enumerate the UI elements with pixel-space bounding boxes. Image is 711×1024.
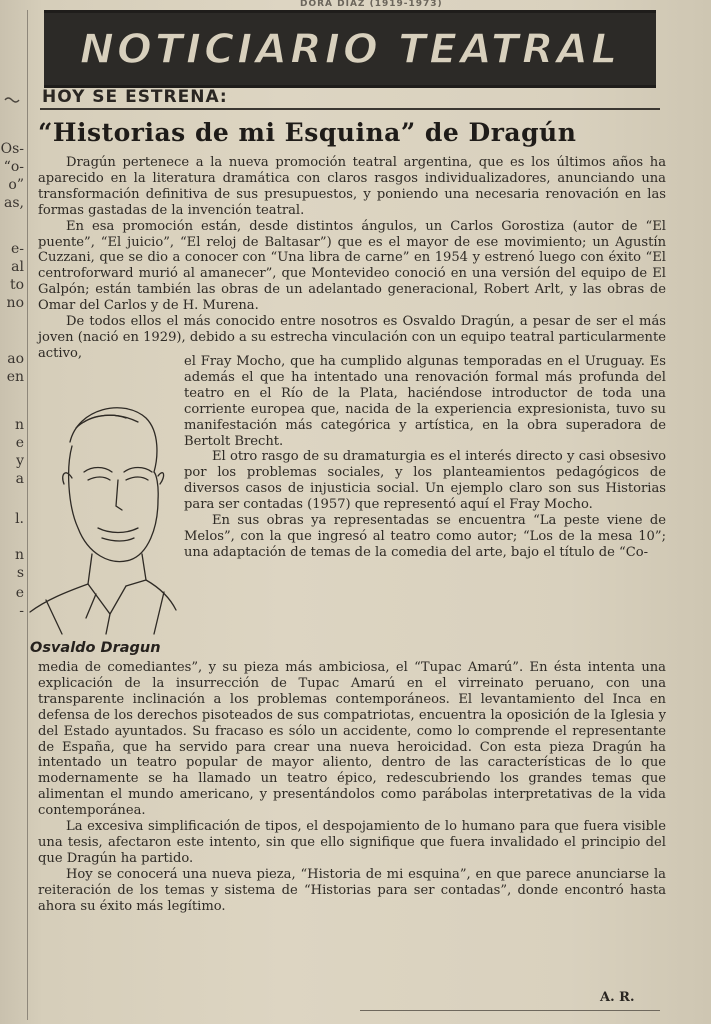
- paragraph: media de comediantes”, y su pieza más ambiciosa, el “Tupac Amarú”. En ésta intenta una explicación de la insurrección de Tupac Amarú en el virreinato peruano, con una transparente inclinación a los problemas contemporáneos. El levantamiento del Inca en defensa de los derechos pisoteados de sus compatriotas, encuentra la oposición de la Iglesia y del Estado ayuntados. Su fracaso es sólo un accidente, como lo comprende el representante de España, que ha servido para crear una nueva heroicidad. Con esta pieza Dragún ha intentado un teatro popular de mayor aliento, dentro de las características de lo que modernamente se ha llamado un teatro épico, redescubriendo los grandes temas que alimentan el mundo americano, y presentándolos como parábolas interpretativas de la vida contemporánea.: [38, 660, 666, 819]
- paragraph: El otro rasgo de su dramaturgia es el interés directo y casi obsesivo por los problemas sociales, y los planteamientos pedagógicos de diversos casos de injusticia social. Un ejemplo claro son sus Historias para ser contadas (1957) que representó aquí el Fray Mocho.: [184, 449, 666, 513]
- left-column-fragment: “o-: [3, 159, 24, 175]
- article-intro: [38, 155, 666, 362]
- left-column-fragment: e-: [10, 241, 24, 257]
- left-column-fragment: -: [19, 603, 24, 619]
- left-column-fragment: en: [6, 369, 24, 385]
- left-column-fragment: l.: [15, 511, 24, 527]
- article-closing: [38, 660, 666, 915]
- paragraph: En esa promoción están, desde distintos ángulos, un Carlos Gorostiza (autor de “El puente”, “El juicio”, “El reloj de Baltasar”) que es el mayor de ese movimiento; un Agustín Cuzzani, que se dio a conocer con “Una libra de carne” en 1954 y estrenó luego con éxito “El centroforward murió al amanecer”, que Montevideo conoció en una versión del equipo de El Galpón; están también las obras de un adelantado generacional, Robert Arlt, y las obras de Omar del Carlos y de H. Murena.: [38, 218, 666, 314]
- author-signature: A. R.: [600, 990, 635, 1005]
- paragraph: Dragún pertenece a la nueva promoción teatral argentina, que es los últimos años ha aparecido en la literatura dramática con claros rasgos individualizadores, anunciando una transformación definitiva de sus presupuestos, y poniendo una necesaria renovación en las formas gastadas de la invención teatral.: [38, 155, 666, 218]
- portrait-sketch: [26, 388, 178, 636]
- paragraph: el Fray Mocho, que ha cumplido algunas temporadas en el Uruguay. Es además el que ha intentado una renovación formal más profunda del teatro en el Río de la Plata, haciéndose introductor de toda una corriente europea que, nacida de la experiencia expresionista, tuvo su manifestación más categórica y artística, en la obra superadora de Bertolt Brecht.: [184, 354, 666, 449]
- left-column-fragment: Os-: [0, 141, 24, 157]
- left-column-fragment: as,: [4, 195, 24, 211]
- left-column-fragment: e: [15, 435, 24, 451]
- left-column-fragment: to: [9, 277, 24, 293]
- paragraph: De todos ellos el más conocido entre nosotros es Osvaldo Dragún, a pesar de ser el más joven (nació en 1929), debido a su estrecha vinculación con un equipo teatral particularmente activo,: [38, 314, 666, 361]
- paragraph: Hoy se conocerá una nueva pieza, “Historia de mi esquina”, en que parece anunciarse la reiteración de los temas y sistema de “Historias para ser contadas”, donde encontró hasta ahora su éxito más legítimo.: [38, 866, 666, 914]
- kicker-underline: [40, 108, 660, 110]
- article-headline: “Historias de mi Esquina” de Dragún: [38, 118, 577, 147]
- portrait-caption: Osvaldo Dragun: [30, 640, 161, 656]
- left-column-fragment: no: [6, 295, 24, 311]
- top-fragment: DORA DIAZ (1919-1973): [300, 0, 443, 8]
- bottom-rule: [360, 1010, 660, 1011]
- left-column-fragment: s: [16, 565, 24, 581]
- left-column-fragment: e: [15, 585, 24, 601]
- paragraph: La excesiva simplificación de tipos, el despojamiento de lo humano para que fuera visible una tesis, afectaron este intento, sin que ello signifique que fuera invalidado el principio del que Dragún ha partido.: [38, 819, 666, 866]
- section-title: NOTICIARIO TEATRAL: [79, 25, 621, 73]
- section-banner: [44, 10, 656, 88]
- left-column-fragment: a: [15, 471, 24, 487]
- left-column-fragment: y: [16, 453, 24, 469]
- paragraph: En sus obras ya representadas se encuentra “La peste viene de Melos”, con la que ingresó al teatro como autor; “Los de la mesa 10”; una adaptación de temas de la comedia del arte, bajo el título de “Co-: [184, 513, 666, 560]
- left-column-fragment: o”: [8, 177, 24, 193]
- column-ornament: [4, 96, 20, 104]
- article-body-beside-portrait: [184, 354, 666, 561]
- kicker: HOY SE ESTRENA:: [42, 87, 228, 107]
- left-column-fragment: n: [14, 417, 24, 433]
- left-column-fragment: al: [11, 259, 24, 275]
- left-column-fragment: ao: [7, 351, 24, 367]
- left-column-fragment: n: [14, 547, 24, 563]
